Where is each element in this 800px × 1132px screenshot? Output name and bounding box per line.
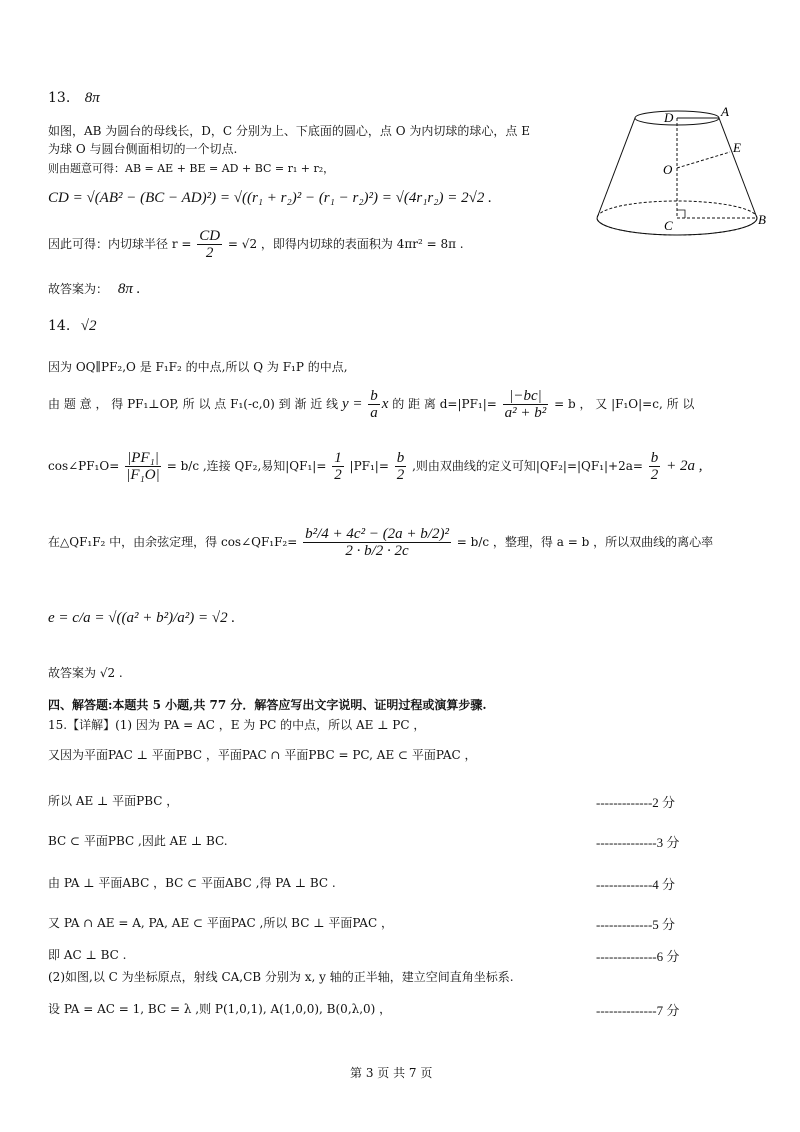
q13-line1: 如图，AB 为圆台的母线长，D，C 分别为上、下底面的圆心，点 O 为内切球的球心，点 E — [48, 124, 530, 138]
frac-denominator: 2 — [205, 245, 214, 261]
q14-line3 — [48, 450, 702, 483]
q14-line3-prefix: cos∠PF₁O= — [48, 459, 120, 473]
label-b: B — [758, 212, 766, 227]
q13-line3: 则由题意可得：AB = AE + BE = AD + BC = r₁ + r₂， — [48, 162, 335, 175]
label-c: C — [664, 218, 673, 233]
q15-score-2: -------------2 分 — [596, 795, 676, 810]
q14-answer: √2 — [80, 318, 97, 334]
q13-line2: 为球 O 与圆台侧面相切的一个切点. — [48, 142, 238, 156]
section4-heading: 四、解答题:本题共 5 小题,共 77 分．解答应写出文字说明、证明过程或演算步骤. — [48, 698, 487, 712]
frustum-figure — [590, 100, 770, 240]
q13-header — [48, 90, 100, 107]
q15-line3: 所以 AE ⊥ 平面PBC ， — [48, 794, 179, 808]
q14-number: 14. — [48, 318, 71, 334]
q15-line1: 15.【详解】(1) 因为 PA = AC ，E 为 PC 的中点，所以 AE ⊥ PC ， — [48, 718, 426, 732]
q13-line4: CD = √(AB² − (BC − AD)²) = √((r₁ + r₂)² − (r₁ − r₂)²) = √(4r₁r₂) = 2√2 . — [48, 190, 492, 206]
q15-line6: 又 PA ∩ AE = A, PA, AE ⊂ 平面PAC ,所以 BC ⊥ 平面PAC ， — [48, 916, 393, 930]
q14-line3-mid1: = b/c ,连接 QF₂,易知|QF₁|= — [166, 459, 327, 473]
q15-score-7: --------------7 分 — [596, 1003, 680, 1018]
q15-line8: (2)如图,以 C 为坐标原点，射线 CA,CB 分别为 x, y 轴的正半轴，建立空间直角坐标系. — [48, 970, 514, 984]
cosine-law-denominator: 2 · b/2 · 2c — [345, 543, 409, 559]
q14-line1: 因为 OQ∥PF₂,O 是 F₁F₂ 的中点,所以 Q 为 F₁P 的中点, — [48, 360, 348, 374]
cosine-law-numerator: b²/4 + 4c² − (2a + b/2)² — [305, 526, 449, 542]
asymptote-fraction: $\frac{b}{a}$ — [370, 388, 378, 421]
q14-line3-suffix: + 2a , — [666, 458, 703, 474]
q13-line5-prefix: 因此可得：内切球半径 r = — [48, 237, 192, 251]
q15-score-6: --------------6 分 — [596, 949, 680, 964]
half-fraction-1: $\frac{1}{2}$ — [334, 450, 342, 483]
q14-conclusion: 故答案为 √2 . — [48, 666, 123, 680]
q15-score-4: -------------4 分 — [596, 877, 676, 892]
q14-line3-mid2: |PF₁|= — [349, 459, 389, 473]
cos-fraction: $\frac{\text{|PF₁|}}{\text{|F₁O|}}$ — [126, 450, 160, 483]
q13-conclusion — [48, 280, 140, 298]
q15-line7: 即 AC ⊥ BC . — [48, 948, 127, 962]
q14-line2: 由 题 意 ， 得 PF₁⊥OP, 所 以 点 F₁(-c,0) 到 渐 近 线 y = $\frac{b}{a}$ x 的 距 离 d=|PF₁|= $\frac{|-bc|}{\text{a² + b²}}$ = b ， 又 |F₁O|=c, 所 以 — [48, 388, 695, 421]
oe-segment — [677, 152, 730, 168]
label-a: A — [721, 104, 729, 119]
q14-line2-mid: 的 距 离 d=|PF₁|= — [392, 397, 497, 411]
right-angle-mark — [677, 210, 685, 218]
q13-conclusion-label: 故答案为： — [48, 282, 109, 296]
cosine-law-fraction — [303, 526, 451, 559]
b-half-fraction-2: $\frac{b}{2}$ — [650, 450, 659, 483]
q14-line2-prefix: 由 题 意 ， 得 PF₁⊥OP, 所 以 点 F₁(-c,0) 到 渐 近 线 — [48, 397, 339, 411]
label-e: E — [733, 140, 741, 155]
q13-line5 — [48, 228, 464, 261]
q14-line5: e = c/a = √((a² + b²)/a²) = √2 . — [48, 610, 236, 626]
label-d: D — [664, 110, 674, 125]
q15-line5: 由 PA ⊥ 平面ABC ，BC ⊂ 平面ABC ,得 PA ⊥ BC . — [48, 876, 336, 890]
q13-radius-fraction — [197, 228, 222, 261]
q14-line2-suffix: = b ， 又 |F₁O|=c, 所 以 — [554, 397, 695, 411]
q13-number: 13. — [48, 90, 71, 106]
q13-line5-suffix: = √2 ，即得内切球的表面积为 4πr² = 8π . — [227, 237, 464, 251]
q15-line4: BC ⊂ 平面PBC ,因此 AE ⊥ BC. — [48, 834, 228, 848]
q14-line4-prefix: 在△QF₁F₂ 中，由余弦定理，得 cos∠QF₁F₂= — [48, 535, 298, 549]
q14-line3-mid3: ,则由双曲线的定义可知|QF₂|=|QF₁|+2a= — [412, 459, 643, 473]
page-footer: 第 3 页 共 7 页 — [350, 1066, 433, 1080]
q14-header — [48, 318, 96, 335]
q15-score-5: -------------5 分 — [596, 917, 676, 932]
q15-score-3: --------------3 分 — [596, 835, 680, 850]
q15-line9: 设 PA = AC = 1, BC = λ ,则 P(1,0,1), A(1,0,0), B(0,λ,0) ， — [48, 1002, 392, 1016]
bottom-ellipse-front — [597, 218, 757, 235]
distance-fraction: $\frac{|-bc|}{\text{a² + b²}}$ — [504, 388, 547, 421]
left-slant — [597, 118, 635, 218]
q13-answer: 8π — [84, 90, 100, 106]
frac-numerator: CD — [199, 228, 221, 244]
q14-line4 — [48, 526, 713, 559]
b-half-fraction: $\frac{b}{2}$ — [396, 450, 405, 483]
q13-conclusion-answer: 8π . — [117, 281, 141, 297]
q15-line2: 又因为平面PAC ⊥ 平面PBC ，平面PAC ∩ 平面PBC = PC, AE ⊂ 平面PAC ， — [48, 748, 477, 762]
q14-line4-suffix: = b/c ，整理，得 a = b ，所以双曲线的离心率 — [456, 535, 714, 549]
label-o: O — [663, 162, 673, 177]
right-slant — [719, 118, 757, 218]
